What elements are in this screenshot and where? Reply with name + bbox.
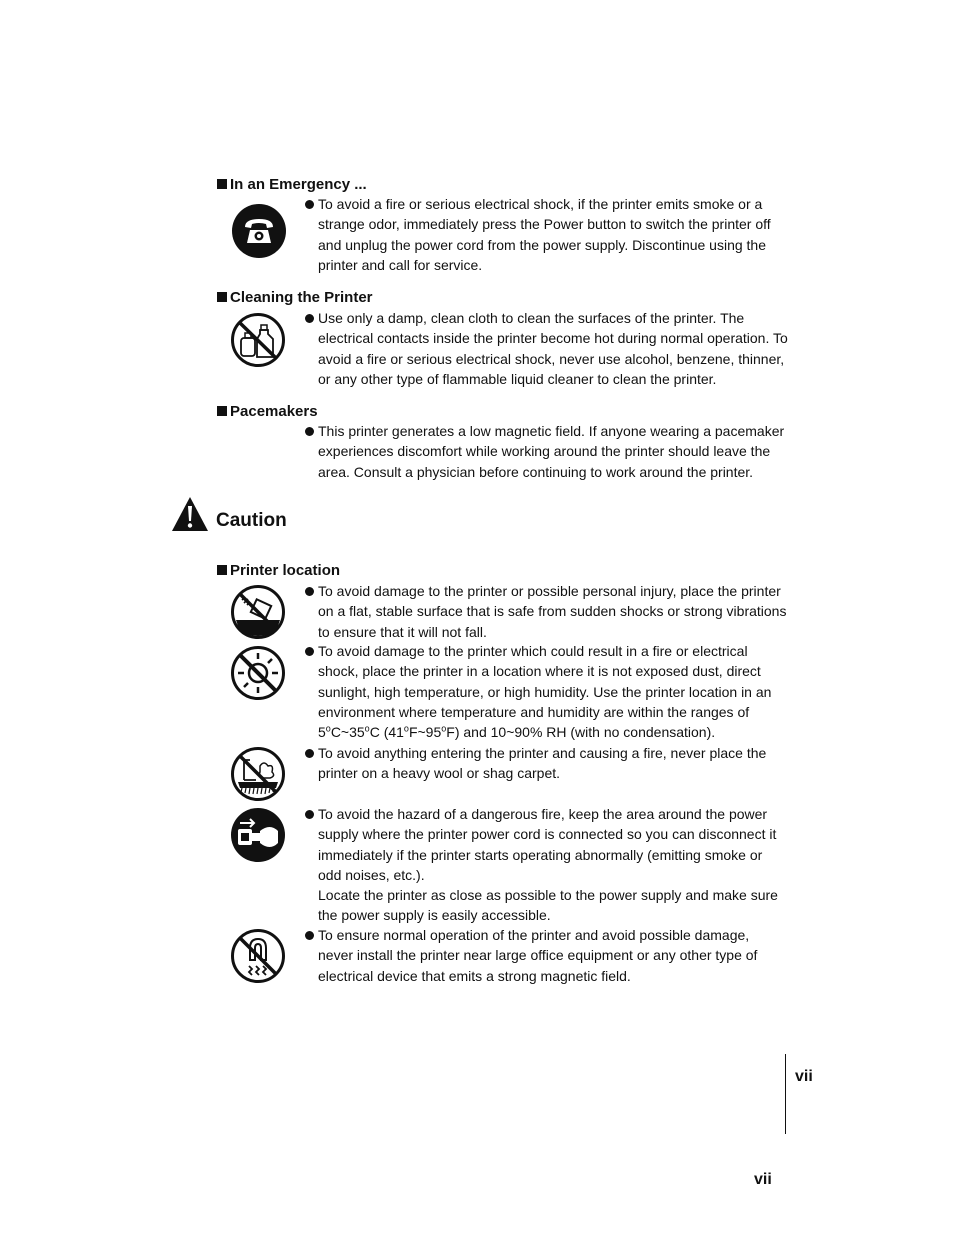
- square-bullet-icon: [217, 292, 227, 302]
- pacemakers-heading: Pacemakers: [217, 403, 318, 421]
- cleaning-bullet: Use only a damp, clean cloth to clean the surfaces of the printer. The electrical contacts inside the printer become hot during normal operation. To avoid a fire or serious electrical shock, never use alcohol, benzene, thinner, or any other type of flammable liquid cleaner to clean the printer.: [318, 308, 788, 389]
- emergency-bullet: To avoid a fire or serious electrical shock, if the printer emits smoke or a strange odor, immediately press the Power button to switch the printer off and unplug the power cord from the power supply. Discontinue using the printer and call for service.: [318, 194, 788, 275]
- page-edge-rule: [785, 1054, 786, 1134]
- bullet-dot-icon: [305, 810, 314, 819]
- square-bullet-icon: [217, 565, 227, 575]
- location-bullet-5: To ensure normal operation of the printer and avoid possible damage, never install the printer near large office equipment or any other type of electrical device that emits a strong magnetic field.: [318, 925, 788, 986]
- location-bullet-4: To avoid the hazard of a dangerous fire, keep the area around the power supply where the printer power cord is connected so you can disconnect it immediately if the printer starts operating abnormally (emitting smoke or odd noises, etc.). Locate the printer as close as possible to the power supply and make sure the power supply is easily accessible.: [318, 804, 788, 926]
- square-bullet-icon: [217, 406, 227, 416]
- bullet-dot-icon: [305, 427, 314, 436]
- square-bullet-icon: [217, 179, 227, 189]
- no-magnet-icon: [230, 928, 286, 984]
- emergency-heading: In an Emergency ...: [217, 176, 367, 194]
- unplug-icon: [230, 807, 286, 863]
- no-dust-sun-icon: [230, 645, 286, 701]
- no-falling-icon: [230, 584, 286, 640]
- printer-location-heading: Printer location: [217, 562, 340, 580]
- location-bullet-2: To avoid damage to the printer which could result in a fire or electrical shock, place the printer in a location where it is not exposed dust, direct sunlight, high temperature, or high humidity. Use the printer location in an environment where temperature and humidity are within the ranges of 5$^o$C~35$^o$C (41$^o$F~95$^o$F) and 10~90% RH (with no condensation).: [318, 641, 788, 742]
- telephone-icon: [231, 203, 287, 259]
- cleaning-heading: Cleaning the Printer: [217, 289, 373, 307]
- bullet-dot-icon: [305, 587, 314, 596]
- bullet-dot-icon: [305, 931, 314, 940]
- bullet-dot-icon: [305, 200, 314, 209]
- bullet-dot-icon: [305, 647, 314, 656]
- bullet-dot-icon: [305, 749, 314, 758]
- no-solvents-icon: [230, 312, 286, 368]
- caution-title: Caution: [216, 510, 287, 531]
- no-carpet-icon: [230, 746, 286, 802]
- location-bullet-1: To avoid damage to the printer or possible personal injury, place the printer on a flat, stable surface that is safe from sudden shocks or strong vibrations to ensure that it will not fall.: [318, 581, 788, 642]
- page-number: vii: [754, 1171, 772, 1188]
- bullet-dot-icon: [305, 314, 314, 323]
- pacemakers-bullet: This printer generates a low magnetic field. If anyone wearing a pacemaker experiences discomfort while working around the printer should leave the area. Consult a physician before continuing to work around the printer.: [318, 421, 788, 482]
- location-bullet-3: To avoid anything entering the printer and causing a fire, never place the printer on a heavy wool or shag carpet.: [318, 743, 788, 784]
- caution-triangle-icon: [171, 496, 209, 532]
- page-number-tab: vii: [795, 1068, 813, 1085]
